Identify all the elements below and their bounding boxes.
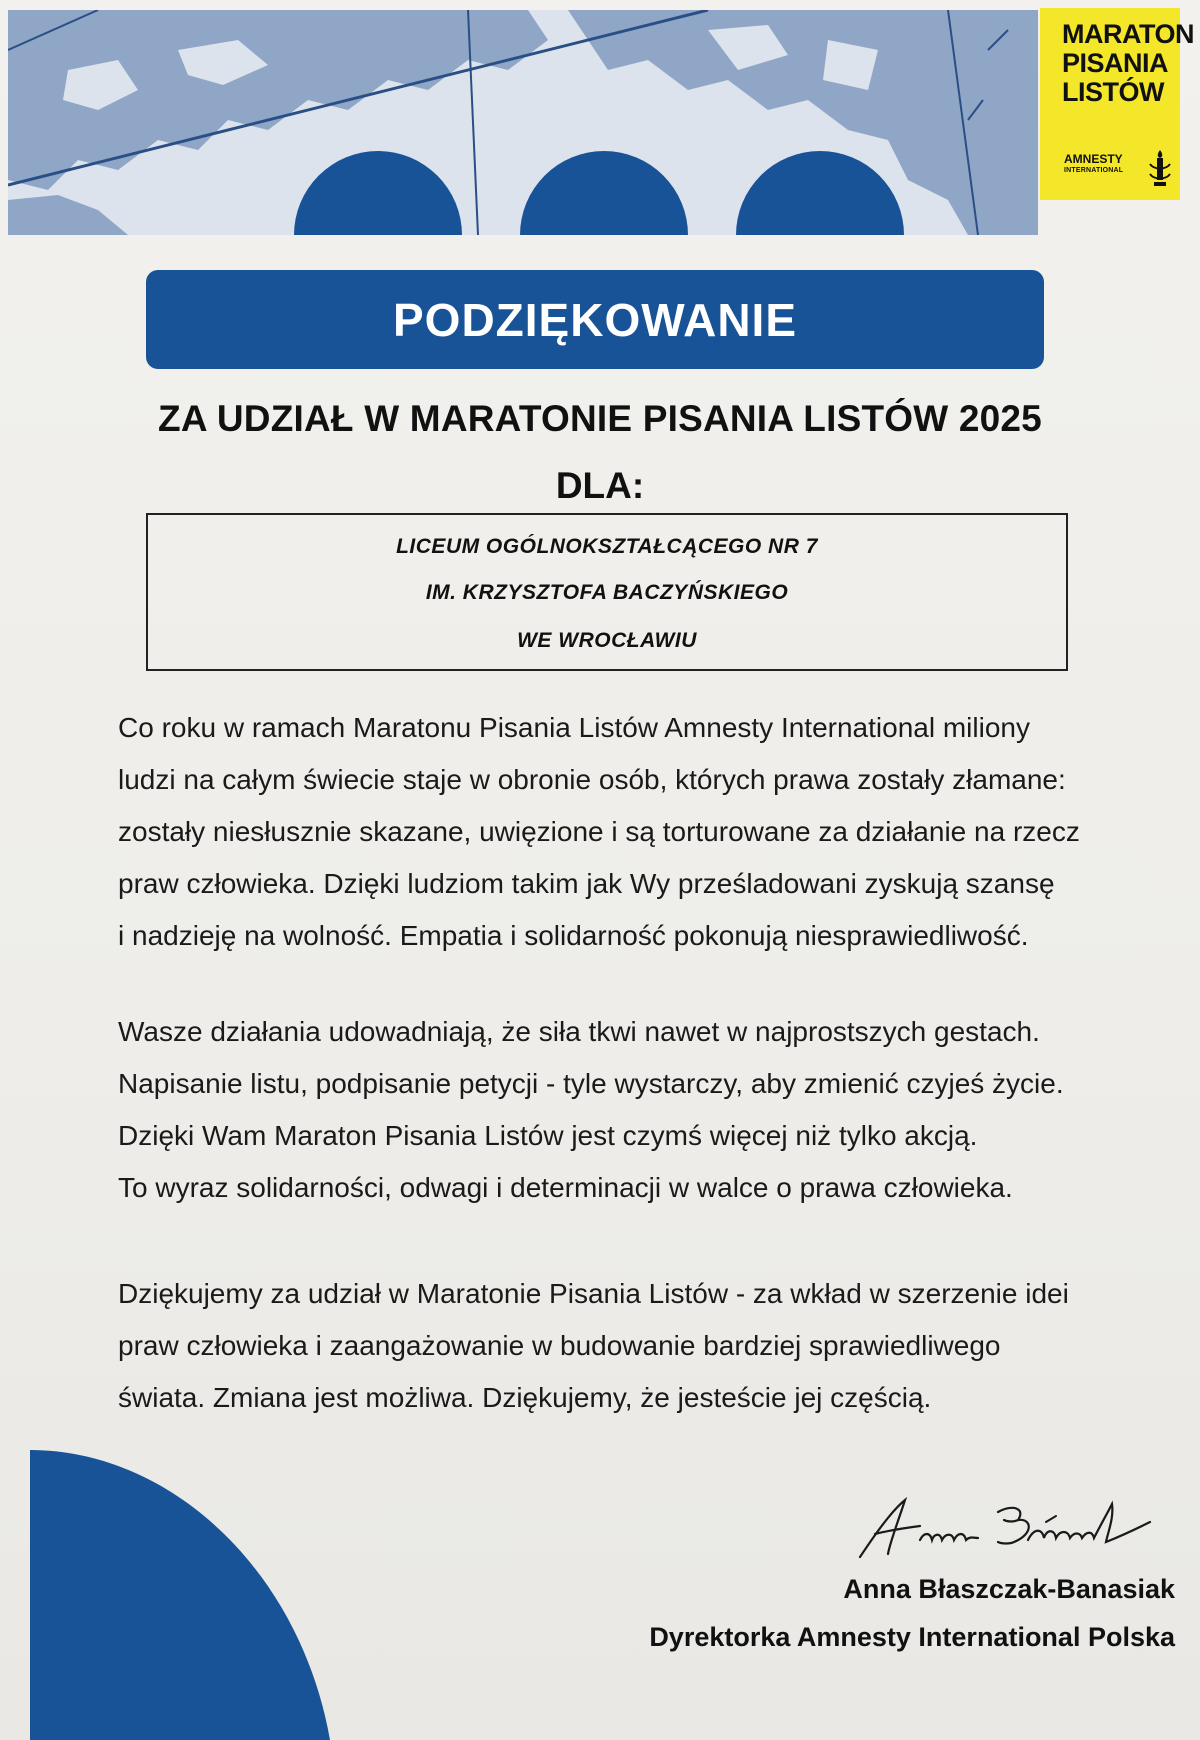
signer-role: Dyrektorka Amnesty International Polska <box>649 1622 1175 1652</box>
body-line: Dziękujemy za udział w Maratonie Pisania Listów - za wkład w szerzenie idei <box>118 1278 1069 1309</box>
handwritten-signature <box>850 1482 1160 1572</box>
body-line: Co roku w ramach Maratonu Pisania Listów Amnesty International miliony <box>118 712 1030 743</box>
body-line: świata. Zmiana jest możliwa. Dziękujemy, że jesteście jej częścią. <box>118 1382 932 1413</box>
body-line: praw człowieka i zaangażowanie w budowanie bardziej sprawiedliwego <box>118 1330 1001 1361</box>
for-label: DLA: <box>555 465 645 506</box>
body-line: i nadzieję na wolność. Empatia i solidarność pokonują niesprawiedliwość. <box>118 920 1029 951</box>
maraton-logo-badge <box>1040 8 1194 200</box>
recipient-line-3: WE WROCŁAWIU <box>517 629 697 652</box>
body-paragraph-1 <box>118 702 1118 962</box>
recipient-box <box>146 513 1068 671</box>
amnesty-wordmark <box>1064 153 1123 177</box>
recipient-line-2: IM. KRZYSZTOFA BACZYŃSKIEGO <box>425 581 789 604</box>
amnesty-candle-icon <box>1148 148 1172 188</box>
body-line: Napisanie listu, podpisanie petycji - tyle wystarczy, aby zmienić czyjeś życie. <box>118 1068 1064 1099</box>
body-line: praw człowieka. Dzięki ludziom takim jak Wy prześladowani zyskują szansę <box>118 868 1055 899</box>
body-line: Wasze działania udowadniają, że siła tkwi nawet w najprostszych gestach. <box>118 1016 1040 1047</box>
body-paragraph-2 <box>118 1006 1118 1214</box>
body-line: To wyraz solidarności, odwagi i determinacji w walce o prawa człowieka. <box>118 1172 1013 1203</box>
body-paragraph-3 <box>118 1268 1118 1424</box>
signer-name: Anna Błaszczak-Banasiak <box>843 1574 1175 1604</box>
amnesty-wordmark-line2: INTERNATIONAL <box>1064 167 1124 174</box>
amnesty-wordmark-line1: AMNESTY <box>1064 152 1123 166</box>
body-line: ludzi na całym świecie staje w obronie osób, których prawa zostały złamane: <box>118 764 1066 795</box>
recipient-line-1: LICEUM OGÓLNOKSZTAŁCĄCEGO NR 7 <box>396 535 818 558</box>
certificate-title-bar <box>146 270 1044 369</box>
certificate-subtitle: ZA UDZIAŁ W MARATONIE PISANIA LISTÓW 2025 <box>158 398 1042 439</box>
world-map-illustration <box>8 10 1038 235</box>
body-line: Dzięki Wam Maraton Pisania Listów jest czymś więcej niż tylko akcją. <box>118 1120 978 1151</box>
body-line: zostały niesłusznie skazane, uwięzione i są torturowane za działanie na rzecz <box>118 816 1080 847</box>
badge-title: MARATON PISANIA LISTÓW <box>1062 19 1194 107</box>
certificate-title: PODZIĘKOWANIE <box>392 293 798 346</box>
corner-decor-shape <box>0 1450 340 1740</box>
header-map-banner <box>8 10 1038 235</box>
